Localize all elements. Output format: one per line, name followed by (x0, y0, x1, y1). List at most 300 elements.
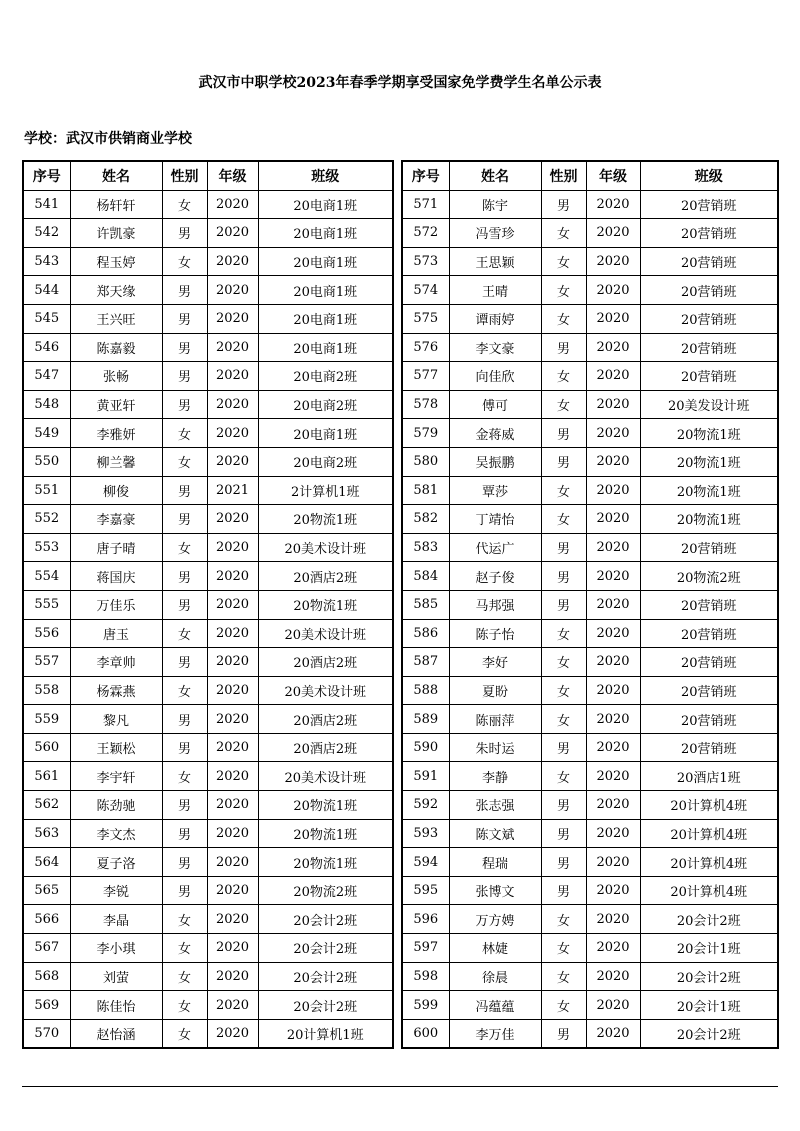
table-row (402, 705, 778, 734)
table-row (23, 476, 393, 505)
cell-name: 柳兰馨 (70, 447, 162, 476)
cell-grade: 2020 (586, 705, 640, 734)
cell-name: 陈文斌 (449, 819, 541, 848)
cell-grade: 2020 (586, 1019, 640, 1048)
student-table-right (401, 160, 779, 1049)
table-row (23, 648, 393, 677)
cell-name: 李好 (449, 648, 541, 677)
cell-grade: 2020 (207, 333, 258, 362)
cell-name: 李万佳 (449, 1019, 541, 1048)
cell-gender: 男 (541, 819, 586, 848)
cell-class: 20营销班 (640, 619, 778, 648)
cell-number: 580 (402, 447, 449, 476)
cell-number: 558 (23, 676, 70, 705)
cell-number: 544 (23, 276, 70, 305)
cell-gender: 女 (162, 1019, 207, 1048)
cell-gender: 男 (162, 390, 207, 419)
cell-grade: 2020 (586, 304, 640, 333)
table-row (23, 304, 393, 333)
cell-gender: 女 (541, 362, 586, 391)
cell-number: 549 (23, 419, 70, 448)
cell-gender: 女 (541, 648, 586, 677)
cell-gender: 女 (541, 304, 586, 333)
cell-grade: 2020 (207, 304, 258, 333)
column-header-gender: 性别 (541, 161, 586, 190)
cell-name: 唐玉 (70, 619, 162, 648)
cell-grade: 2020 (586, 390, 640, 419)
column-header-grade: 年级 (207, 161, 258, 190)
cell-name: 王兴旺 (70, 304, 162, 333)
table-row (23, 190, 393, 219)
cell-number: 576 (402, 333, 449, 362)
table-row (23, 762, 393, 791)
cell-gender: 女 (541, 991, 586, 1020)
column-header-class: 班级 (640, 161, 778, 190)
table-row (23, 619, 393, 648)
cell-name: 陈劲驰 (70, 791, 162, 820)
cell-grade: 2020 (207, 934, 258, 963)
cell-gender: 男 (162, 733, 207, 762)
cell-number: 551 (23, 476, 70, 505)
cell-gender: 男 (162, 276, 207, 305)
cell-number: 567 (23, 934, 70, 963)
table-row (402, 476, 778, 505)
table-row (402, 447, 778, 476)
cell-class: 20物流1班 (258, 505, 393, 534)
cell-class: 20电商1班 (258, 419, 393, 448)
table-row (402, 991, 778, 1020)
cell-number: 543 (23, 247, 70, 276)
table-row (402, 848, 778, 877)
cell-number: 568 (23, 962, 70, 991)
cell-number: 577 (402, 362, 449, 391)
cell-grade: 2020 (207, 819, 258, 848)
cell-class: 20美术设计班 (258, 533, 393, 562)
cell-name: 程瑞 (449, 848, 541, 877)
cell-name: 王晴 (449, 276, 541, 305)
cell-gender: 男 (162, 362, 207, 391)
cell-name: 刘萤 (70, 962, 162, 991)
cell-grade: 2020 (586, 190, 640, 219)
cell-grade: 2020 (207, 390, 258, 419)
cell-gender: 女 (162, 962, 207, 991)
cell-class: 20营销班 (640, 247, 778, 276)
table-row (23, 819, 393, 848)
cell-name: 陈宇 (449, 190, 541, 219)
cell-class: 20美术设计班 (258, 676, 393, 705)
column-header-class: 班级 (258, 161, 393, 190)
cell-class: 20营销班 (640, 362, 778, 391)
cell-name: 李雅妍 (70, 419, 162, 448)
cell-gender: 女 (162, 533, 207, 562)
cell-gender: 女 (541, 276, 586, 305)
cell-class: 20电商2班 (258, 447, 393, 476)
school-name: 学校：武汉市供销商业学校 (24, 131, 192, 147)
cell-class: 20电商1班 (258, 333, 393, 362)
cell-number: 556 (23, 619, 70, 648)
page-title: 武汉市中职学校2023年春季学期享受国家免学费学生名单公示表 (198, 75, 602, 91)
cell-number: 587 (402, 648, 449, 677)
cell-grade: 2020 (207, 876, 258, 905)
cell-gender: 女 (541, 762, 586, 791)
cell-name: 傅可 (449, 390, 541, 419)
cell-number: 550 (23, 447, 70, 476)
table-row (402, 190, 778, 219)
cell-number: 586 (402, 619, 449, 648)
cell-class: 20电商2班 (258, 390, 393, 419)
cell-number: 581 (402, 476, 449, 505)
cell-number: 571 (402, 190, 449, 219)
cell-grade: 2020 (586, 533, 640, 562)
cell-name: 吴振鹏 (449, 447, 541, 476)
cell-class: 2计算机1班 (258, 476, 393, 505)
cell-grade: 2020 (586, 676, 640, 705)
cell-class: 20物流1班 (640, 505, 778, 534)
cell-gender: 男 (541, 419, 586, 448)
table-row (402, 590, 778, 619)
cell-number: 563 (23, 819, 70, 848)
cell-gender: 女 (162, 762, 207, 791)
cell-class: 20营销班 (640, 533, 778, 562)
cell-grade: 2020 (586, 219, 640, 248)
table-row (402, 505, 778, 534)
cell-grade: 2020 (586, 362, 640, 391)
table-row (23, 848, 393, 877)
table-row (23, 934, 393, 963)
table-row (402, 934, 778, 963)
cell-grade: 2020 (586, 276, 640, 305)
cell-class: 20电商1班 (258, 304, 393, 333)
cell-gender: 女 (162, 247, 207, 276)
cell-grade: 2020 (586, 762, 640, 791)
cell-class: 20计算机1班 (258, 1019, 393, 1048)
cell-number: 557 (23, 648, 70, 677)
cell-number: 566 (23, 905, 70, 934)
cell-number: 570 (23, 1019, 70, 1048)
cell-name: 黎凡 (70, 705, 162, 734)
cell-gender: 女 (162, 419, 207, 448)
cell-class: 20营销班 (640, 304, 778, 333)
cell-name: 赵子俊 (449, 562, 541, 591)
cell-gender: 男 (162, 705, 207, 734)
cell-gender: 女 (541, 619, 586, 648)
table-row (402, 1019, 778, 1048)
cell-number: 562 (23, 791, 70, 820)
cell-number: 596 (402, 905, 449, 934)
cell-name: 丁靖怡 (449, 505, 541, 534)
cell-name: 赵怡涵 (70, 1019, 162, 1048)
table-row (23, 676, 393, 705)
cell-number: 582 (402, 505, 449, 534)
cell-class: 20营销班 (640, 590, 778, 619)
cell-name: 李晶 (70, 905, 162, 934)
cell-class: 20会计2班 (640, 905, 778, 934)
cell-name: 张志强 (449, 791, 541, 820)
cell-number: 565 (23, 876, 70, 905)
table-row (23, 905, 393, 934)
cell-gender: 男 (541, 333, 586, 362)
cell-grade: 2020 (586, 562, 640, 591)
cell-number: 593 (402, 819, 449, 848)
cell-name: 李锐 (70, 876, 162, 905)
cell-gender: 男 (541, 1019, 586, 1048)
cell-gender: 女 (162, 190, 207, 219)
cell-grade: 2021 (207, 476, 258, 505)
cell-name: 朱时运 (449, 733, 541, 762)
cell-grade: 2020 (586, 819, 640, 848)
cell-gender: 男 (162, 876, 207, 905)
cell-grade: 2020 (207, 905, 258, 934)
cell-gender: 女 (162, 676, 207, 705)
cell-number: 600 (402, 1019, 449, 1048)
table-row (402, 362, 778, 391)
cell-grade: 2020 (586, 848, 640, 877)
table-row (23, 991, 393, 1020)
cell-name: 陈佳怡 (70, 991, 162, 1020)
student-table-left (22, 160, 394, 1049)
cell-number: 578 (402, 390, 449, 419)
table-header-row (23, 161, 393, 190)
cell-gender: 男 (541, 590, 586, 619)
cell-gender: 女 (541, 705, 586, 734)
column-header-name: 姓名 (70, 161, 162, 190)
cell-number: 564 (23, 848, 70, 877)
cell-class: 20会计2班 (258, 991, 393, 1020)
cell-name: 李嘉豪 (70, 505, 162, 534)
cell-gender: 男 (541, 447, 586, 476)
cell-number: 554 (23, 562, 70, 591)
cell-gender: 女 (162, 991, 207, 1020)
cell-number: 591 (402, 762, 449, 791)
cell-class: 20计算机4班 (640, 791, 778, 820)
table-row (23, 962, 393, 991)
table-row (402, 276, 778, 305)
cell-name: 夏子洛 (70, 848, 162, 877)
cell-number: 597 (402, 934, 449, 963)
table-row (402, 905, 778, 934)
cell-number: 590 (402, 733, 449, 762)
cell-number: 542 (23, 219, 70, 248)
cell-class: 20物流1班 (258, 791, 393, 820)
cell-name: 冯蕴蕴 (449, 991, 541, 1020)
cell-number: 575 (402, 304, 449, 333)
cell-grade: 2020 (586, 333, 640, 362)
cell-gender: 男 (162, 304, 207, 333)
cell-grade: 2020 (207, 791, 258, 820)
cell-gender: 女 (541, 247, 586, 276)
cell-grade: 2020 (586, 590, 640, 619)
cell-grade: 2020 (207, 848, 258, 877)
column-header-number: 序号 (23, 161, 70, 190)
cell-class: 20美术设计班 (258, 762, 393, 791)
table-row (402, 533, 778, 562)
cell-grade: 2020 (207, 562, 258, 591)
cell-name: 杨轩轩 (70, 190, 162, 219)
cell-number: 541 (23, 190, 70, 219)
cell-name: 李宇轩 (70, 762, 162, 791)
cell-class: 20美发设计班 (640, 390, 778, 419)
cell-grade: 2020 (586, 905, 640, 934)
cell-number: 573 (402, 247, 449, 276)
table-row (402, 819, 778, 848)
cell-class: 20物流1班 (640, 419, 778, 448)
cell-name: 李文豪 (449, 333, 541, 362)
cell-class: 20营销班 (640, 333, 778, 362)
cell-number: 599 (402, 991, 449, 1020)
cell-number: 546 (23, 333, 70, 362)
cell-grade: 2020 (207, 505, 258, 534)
cell-gender: 男 (541, 876, 586, 905)
cell-gender: 女 (162, 447, 207, 476)
cell-grade: 2020 (586, 991, 640, 1020)
cell-name: 覃莎 (449, 476, 541, 505)
cell-number: 572 (402, 219, 449, 248)
table-row (402, 333, 778, 362)
cell-grade: 2020 (207, 190, 258, 219)
column-header-name: 姓名 (449, 161, 541, 190)
cell-class: 20物流1班 (258, 848, 393, 877)
cell-class: 20酒店2班 (258, 733, 393, 762)
cell-grade: 2020 (586, 247, 640, 276)
cell-class: 20计算机4班 (640, 876, 778, 905)
cell-gender: 女 (541, 676, 586, 705)
column-header-grade: 年级 (586, 161, 640, 190)
cell-name: 谭雨婷 (449, 304, 541, 333)
column-header-gender: 性别 (162, 161, 207, 190)
cell-grade: 2020 (586, 791, 640, 820)
cell-gender: 女 (541, 505, 586, 534)
cell-grade: 2020 (207, 705, 258, 734)
cell-name: 郑天缘 (70, 276, 162, 305)
cell-grade: 2020 (586, 876, 640, 905)
table-row (402, 791, 778, 820)
cell-name: 万佳乐 (70, 590, 162, 619)
table-row (402, 733, 778, 762)
cell-number: 579 (402, 419, 449, 448)
cell-name: 马邦强 (449, 590, 541, 619)
cell-grade: 2020 (207, 733, 258, 762)
cell-grade: 2020 (207, 219, 258, 248)
cell-name: 蒋国庆 (70, 562, 162, 591)
cell-number: 553 (23, 533, 70, 562)
cell-number: 583 (402, 533, 449, 562)
cell-name: 冯雪珍 (449, 219, 541, 248)
cell-name: 程玉婷 (70, 247, 162, 276)
table-row (23, 333, 393, 362)
cell-grade: 2020 (207, 590, 258, 619)
cell-class: 20物流1班 (640, 476, 778, 505)
table-row (402, 390, 778, 419)
cell-class: 20物流1班 (258, 590, 393, 619)
cell-number: 545 (23, 304, 70, 333)
cell-class: 20会计2班 (640, 1019, 778, 1048)
cell-grade: 2020 (586, 505, 640, 534)
cell-name: 许凯豪 (70, 219, 162, 248)
table-row (402, 962, 778, 991)
cell-name: 向佳欣 (449, 362, 541, 391)
cell-name: 李静 (449, 762, 541, 791)
cell-name: 唐子晴 (70, 533, 162, 562)
table-row (23, 276, 393, 305)
cell-grade: 2020 (586, 619, 640, 648)
cell-number: 561 (23, 762, 70, 791)
cell-class: 20营销班 (640, 190, 778, 219)
cell-name: 杨霖燕 (70, 676, 162, 705)
cell-number: 594 (402, 848, 449, 877)
table-row (23, 390, 393, 419)
cell-grade: 2020 (207, 447, 258, 476)
cell-class: 20电商2班 (258, 362, 393, 391)
cell-number: 592 (402, 791, 449, 820)
cell-name: 黄亚轩 (70, 390, 162, 419)
cell-grade: 2020 (207, 533, 258, 562)
cell-grade: 2020 (207, 247, 258, 276)
cell-name: 柳俊 (70, 476, 162, 505)
cell-gender: 女 (541, 905, 586, 934)
table-row (23, 562, 393, 591)
cell-class: 20电商1班 (258, 247, 393, 276)
cell-class: 20会计2班 (258, 962, 393, 991)
cell-number: 585 (402, 590, 449, 619)
cell-grade: 2020 (207, 676, 258, 705)
cell-class: 20营销班 (640, 733, 778, 762)
cell-name: 金蒋威 (449, 419, 541, 448)
table-row (23, 791, 393, 820)
cell-number: 552 (23, 505, 70, 534)
cell-class: 20酒店1班 (640, 762, 778, 791)
table-row (402, 619, 778, 648)
cell-class: 20营销班 (640, 648, 778, 677)
table-header-row (402, 161, 778, 190)
cell-name: 李文杰 (70, 819, 162, 848)
table-row (23, 590, 393, 619)
cell-gender: 男 (162, 505, 207, 534)
cell-gender: 男 (541, 533, 586, 562)
cell-class: 20酒店2班 (258, 705, 393, 734)
cell-class: 20会计2班 (258, 905, 393, 934)
table-row (23, 1019, 393, 1048)
cell-grade: 2020 (586, 733, 640, 762)
cell-grade: 2020 (207, 762, 258, 791)
cell-gender: 男 (541, 733, 586, 762)
table-row (23, 733, 393, 762)
table-row (23, 362, 393, 391)
cell-class: 20营销班 (640, 676, 778, 705)
column-header-number: 序号 (402, 161, 449, 190)
cell-class: 20电商1班 (258, 219, 393, 248)
cell-class: 20酒店2班 (258, 562, 393, 591)
cell-gender: 男 (162, 848, 207, 877)
cell-gender: 女 (541, 476, 586, 505)
cell-grade: 2020 (207, 991, 258, 1020)
cell-class: 20计算机4班 (640, 819, 778, 848)
cell-number: 598 (402, 962, 449, 991)
cell-name: 夏盼 (449, 676, 541, 705)
table-row (23, 533, 393, 562)
cell-number: 569 (23, 991, 70, 1020)
cell-name: 万方娉 (449, 905, 541, 934)
table-row (402, 648, 778, 677)
cell-gender: 男 (162, 590, 207, 619)
table-row (23, 447, 393, 476)
table-row (23, 505, 393, 534)
cell-gender: 女 (162, 905, 207, 934)
cell-name: 林婕 (449, 934, 541, 963)
cell-number: 588 (402, 676, 449, 705)
cell-name: 张畅 (70, 362, 162, 391)
cell-grade: 2020 (586, 419, 640, 448)
cell-grade: 2020 (207, 276, 258, 305)
